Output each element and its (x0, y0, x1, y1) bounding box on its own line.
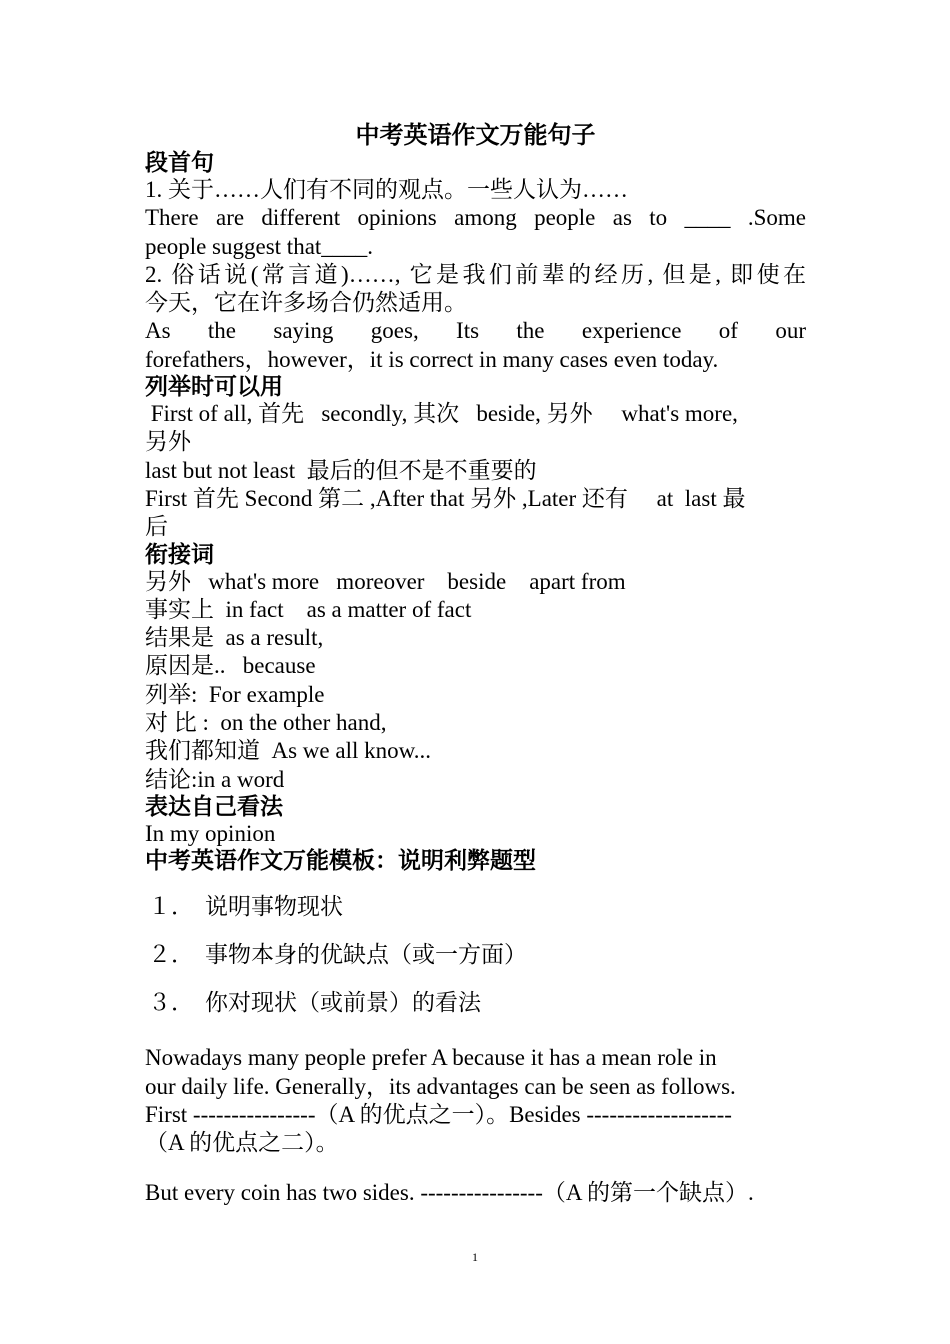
text-line: 另外 what's more moreover beside apart from (145, 568, 626, 594)
heading-paragraph-openers: 段首句 (145, 150, 214, 175)
text-line: 对 比 : on the other hand, (145, 710, 387, 736)
text-line: First ----------------（A 的优点之一）。Besides ------------------- (145, 1101, 732, 1127)
text-line: 事实上 in fact as a matter of fact (145, 596, 472, 622)
text-line: 列举: For example (145, 681, 325, 707)
text-line: 后 (145, 514, 168, 540)
list-text: 事物本身的优缺点（或一方面） (205, 942, 527, 968)
text-line: 我们都知道 As we all know... (145, 738, 431, 764)
heading-listing: 列举时可以用 (145, 374, 283, 400)
text-line: 原因是.. because (145, 653, 316, 679)
text-line: （A 的优点之二）。 (145, 1130, 339, 1156)
text-line: forefathers，however，it is correct in many cases even today. (145, 346, 719, 372)
list-number: ３． (148, 990, 194, 1016)
text-line: In my opinion (145, 820, 276, 846)
text-line: last but not least 最后的但不是不重要的 (145, 457, 537, 483)
text-line: As the saying goes, Its the experience of our (145, 318, 806, 344)
text-line: 结果是 as a result, (145, 625, 324, 651)
list-text: 你对现状（或前景）的看法 (205, 990, 481, 1016)
text-line: 结论:in a word (145, 766, 285, 792)
document-title: 中考英语作文万能句子 (355, 123, 596, 149)
text-line: 另外 (145, 429, 191, 455)
text-line: Nowadays many people prefer A because it has a mean role in (145, 1045, 717, 1071)
heading-template: 中考英语作文万能模板：说明利弊题型 (145, 848, 536, 874)
list-number: ２． (148, 942, 194, 968)
list-item (148, 892, 806, 922)
list-number: １． (148, 894, 194, 920)
text-line: 2. 俗话说(常言道)……, 它是我们前辈的经历, 但是, 即使在 (145, 261, 806, 287)
text-line: There are different opinions among people as to ____ .Some (145, 205, 806, 231)
text-line: First of all, 首先 secondly, 其次 beside, 另外 what's more, (145, 401, 738, 427)
text-line: 1. 关于……人们有不同的观点。一些人认为…… (145, 177, 628, 202)
text-line: our daily life. Generally，its advantages can be seen as follows. (145, 1073, 736, 1099)
text-line: people suggest that____. (145, 233, 374, 259)
list-text: 说明事物现状 (205, 894, 343, 920)
heading-connectives: 衔接词 (145, 541, 214, 567)
numbered-list (145, 892, 806, 1018)
document-body (145, 118, 806, 1208)
text-line: First 首先 Second 第二 ,After that 另外 ,Later 还有 at last 最 (145, 485, 746, 511)
page-number: 1 (472, 1250, 478, 1264)
list-item (148, 940, 806, 970)
heading-opinion: 表达自己看法 (145, 793, 283, 819)
list-item (148, 988, 806, 1018)
text-line: 今天，它在许多场合仍然适用。 (145, 290, 467, 316)
text-line: But every coin has two sides. ----------------（A 的第一个缺点）. (145, 1180, 754, 1206)
template-paragraph (145, 1044, 806, 1157)
